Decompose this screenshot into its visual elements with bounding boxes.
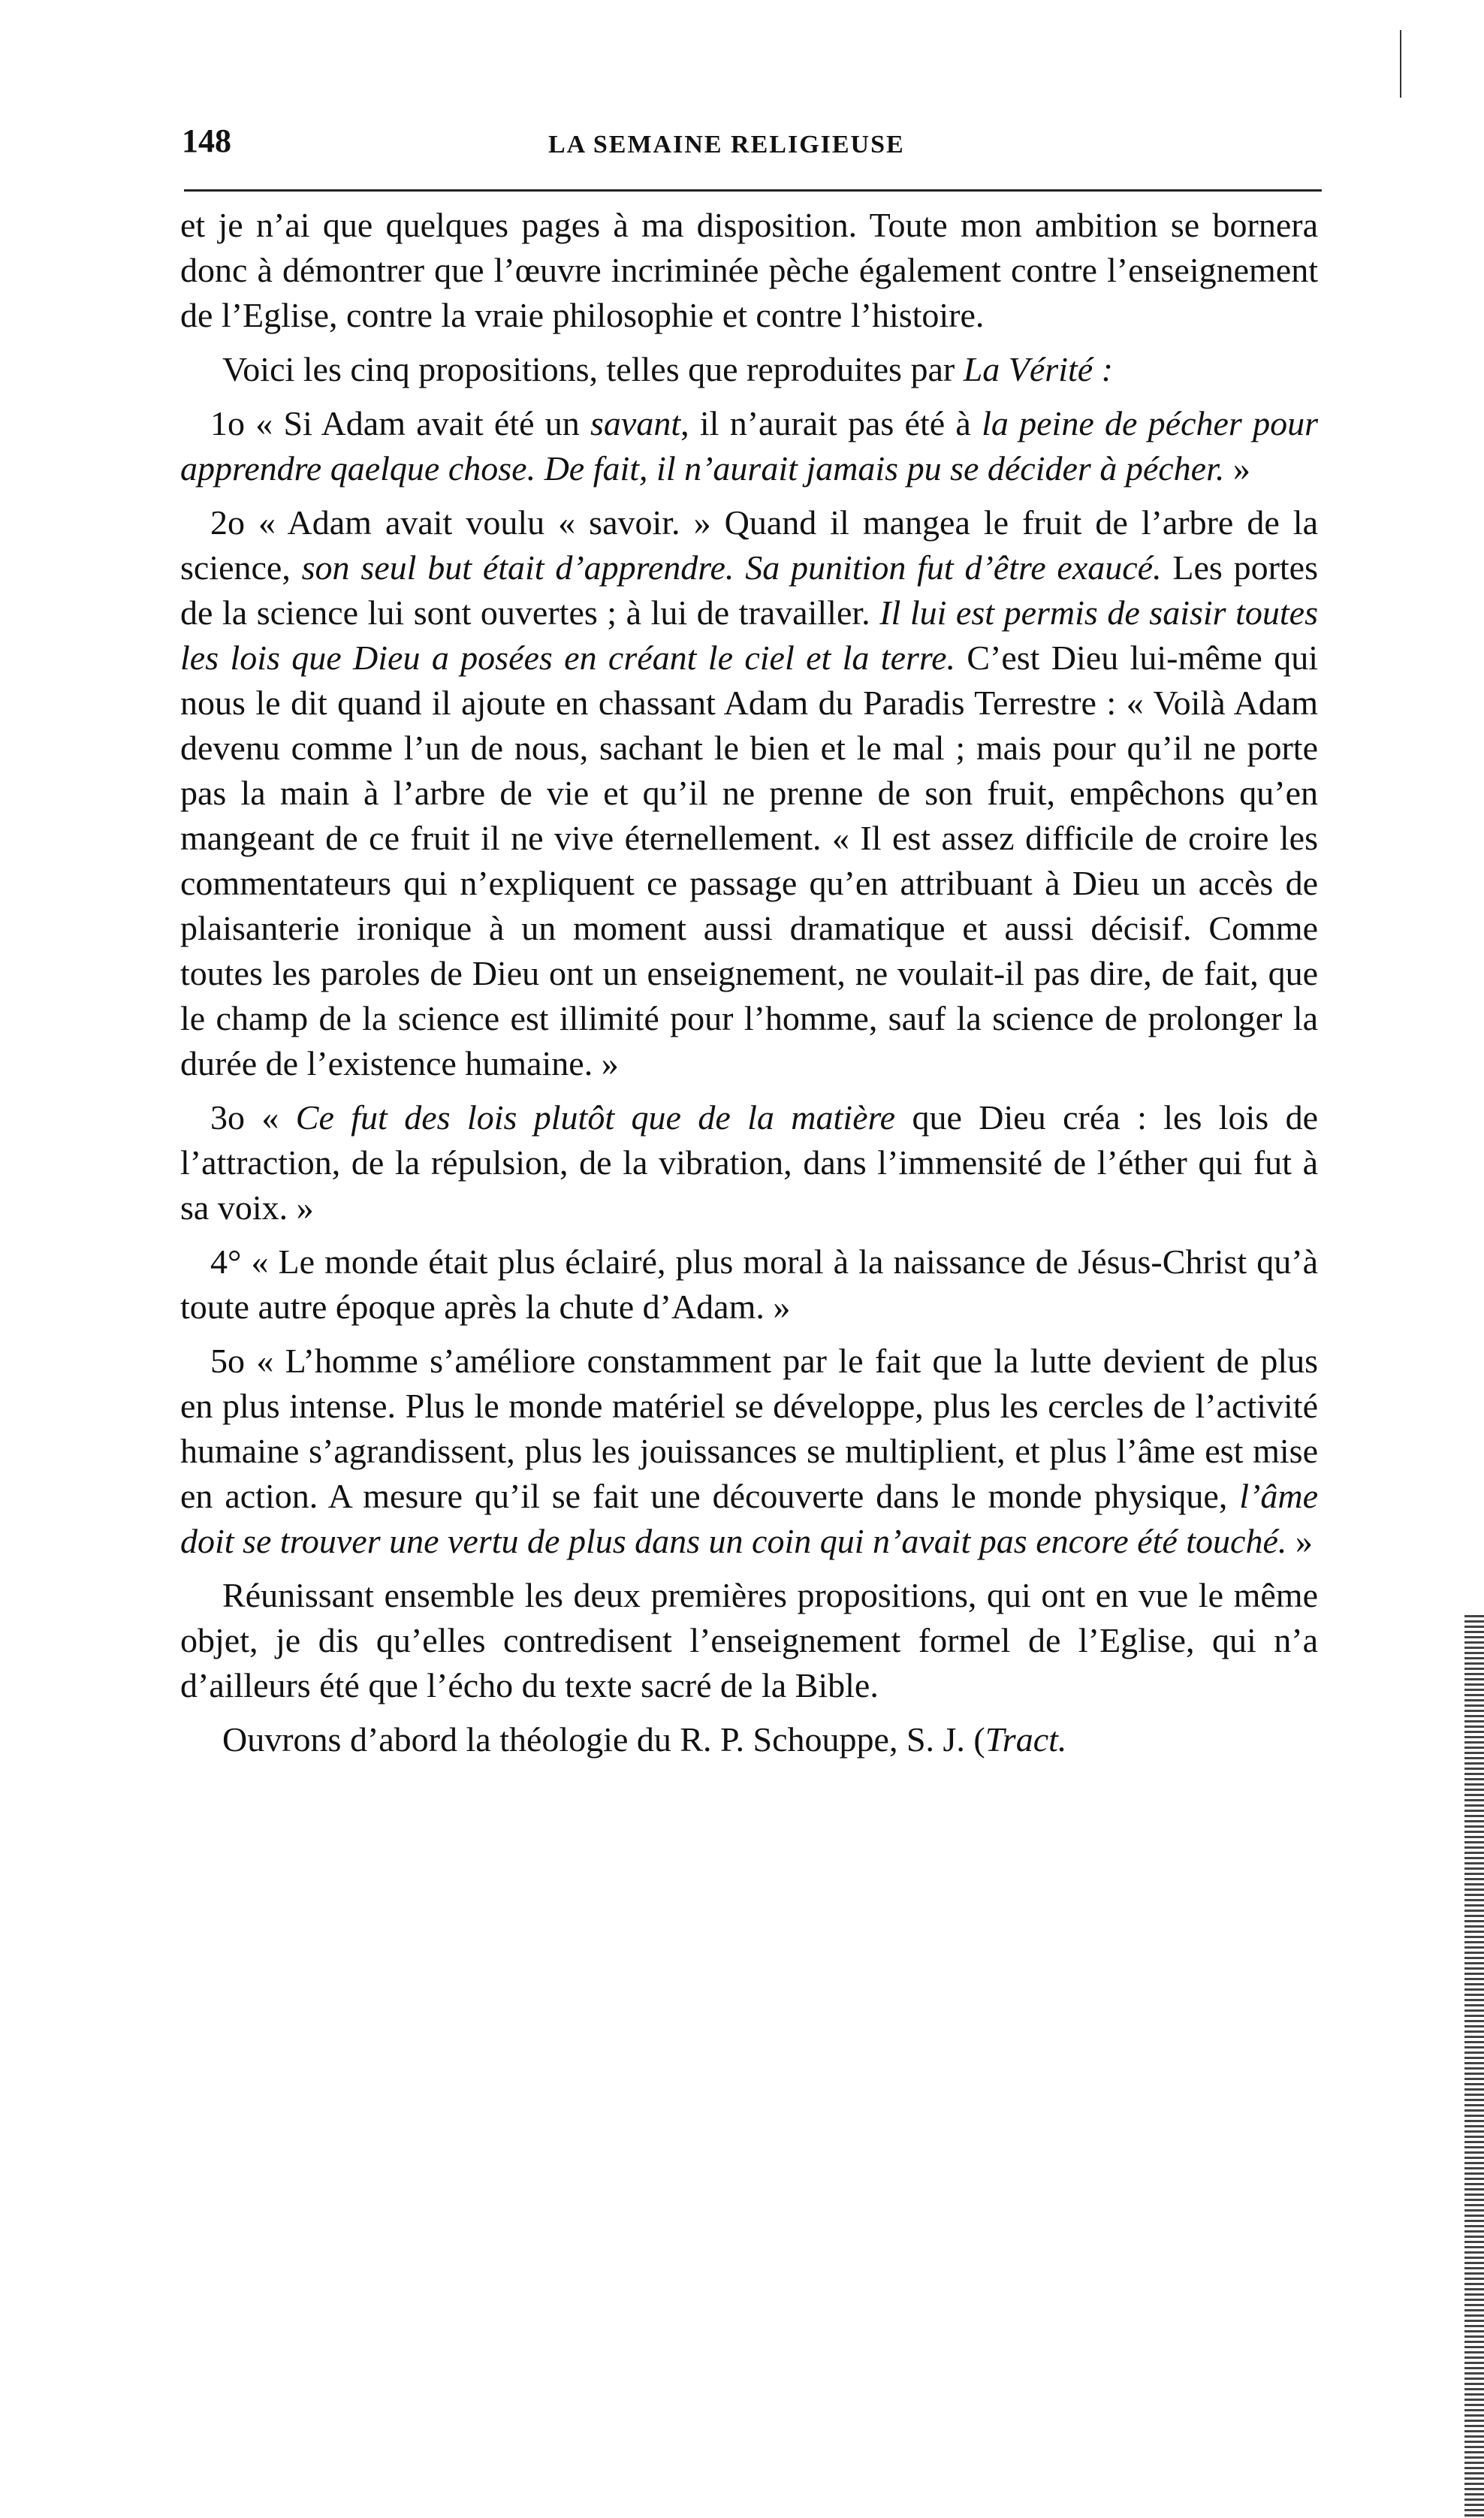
text-run: 1o « Si Adam avait été un — [210, 404, 591, 442]
paragraph — [180, 1239, 1318, 1330]
text-run: , il n’aurait pas été à — [680, 404, 982, 442]
paragraph — [180, 401, 1318, 491]
page-edge-scan-artifact — [1464, 1615, 1484, 2518]
italic-text: la peine de pécher pour apprendre qaelque chose. De fait, il n’aurait jamais pu se décider à pécher. — [180, 404, 1318, 488]
paragraph — [180, 203, 1318, 338]
text-run: et je n’ai que quelques pages à ma disposition. Toute mon ambition se bornera donc à démontrer que l’œuvre incriminée pèche également contre l’enseignement de l’Eglise, contre la vraie philosophie et contre l’histoire. — [180, 206, 1318, 334]
running-title: LA SEMAINE RELIGIEUSE — [548, 131, 905, 159]
italic-text: Ce fut des lois plutôt que de la matière — [295, 1098, 896, 1137]
text-run: 4° « Le monde était plus éclairé, plus moral à la naissance de Jésus-Christ qu’à toute autre époque après la chute d’Adam. » — [180, 1242, 1318, 1326]
italic-text: La Vérité : — [963, 350, 1113, 388]
paragraph — [180, 500, 1318, 1086]
text-run: que Dieu créa : les lois de l’attraction, de la répulsion, de la vibration, dans l’immensité de l’éther qui fut à sa voix. » — [180, 1098, 1318, 1227]
text-run: Réunissant ensemble les deux premières propositions, qui ont en vue le même objet, je dis qu’elles contredisent l’enseignement formel de l’Eglise, qui n’a d’ailleurs été que l’écho du texte sacré de la Bible. — [180, 1576, 1318, 1704]
page-number: 148 — [182, 122, 231, 159]
text-run: » — [1286, 1522, 1313, 1560]
italic-text: l’âme doit se trouver une vertu de plus dans un coin qui n’avait pas encore été touché. — [180, 1477, 1318, 1560]
paragraph — [180, 1095, 1318, 1230]
paragraph — [180, 1573, 1318, 1708]
text-run: C’est Dieu lui-même qui nous le dit quand il ajoute en chassant Adam du Paradis Terrestre : « Voilà Adam devenu comme l’un de nous, sachant le bien et le mal ; mais pour qu’il ne porte pas la main à l’arbre de vie et qu’il ne prenne de son fruit, empêchons qu’en mangeant de ce fruit il ne vive éternellement. « Il est assez difficile de croire les commentateurs qui n’expliquent ce passage qu’en attribuant à Dieu un accès de plaisanterie ironique à un moment aussi dramatique et aussi décisif. Comme toutes les paroles de Dieu ont un enseignement, ne voulait-il pas dire, de fait, que le champ de la science est illimité pour l’homme, sauf la science de prolonger la durée de l’existence humaine. » — [180, 639, 1318, 1082]
paragraph — [180, 1339, 1318, 1564]
text-run: Les portes de la science lui sont ouvertes ; à lui de travailler. — [180, 548, 1318, 632]
italic-text: Il lui est permis de saisir toutes les lois que Dieu a posées en créant le ciel et la terre. — [180, 593, 1318, 677]
text-run: Ouvrons d’abord la théologie du R. P. Schouppe, S. J. ( — [222, 1720, 985, 1759]
italic-text: savant — [590, 404, 681, 442]
text-run: 3o « — [210, 1098, 296, 1137]
paragraph — [180, 347, 1318, 392]
italic-text: son seul but était d’apprendre. Sa punition fut d’être exaucé. — [301, 548, 1162, 587]
paragraph — [180, 1717, 1318, 1762]
header-rule — [184, 189, 1322, 192]
scan-mark — [1400, 30, 1401, 98]
text-run: 5o « L’homme s’améliore constamment par le fait que la lutte devient de plus en plus intense. Plus le monde matériel se développe, plus les cercles de l’activité humaine s’agrandissent, plus les jouissances se multiplient, et plus l’âme est mise en action. A mesure qu’il se fait une découverte dans le monde physique, — [180, 1342, 1318, 1515]
page-header — [173, 122, 1344, 167]
text-run: » — [1224, 449, 1250, 488]
text-run: 2o « Adam avait voulu « savoir. » Quand il mangea le fruit de l’arbre de la science, — [180, 503, 1318, 587]
italic-text: Tract. — [985, 1720, 1067, 1759]
article-body — [180, 203, 1318, 1771]
text-run: Voici les cinq propositions, telles que reproduites par — [222, 350, 964, 388]
